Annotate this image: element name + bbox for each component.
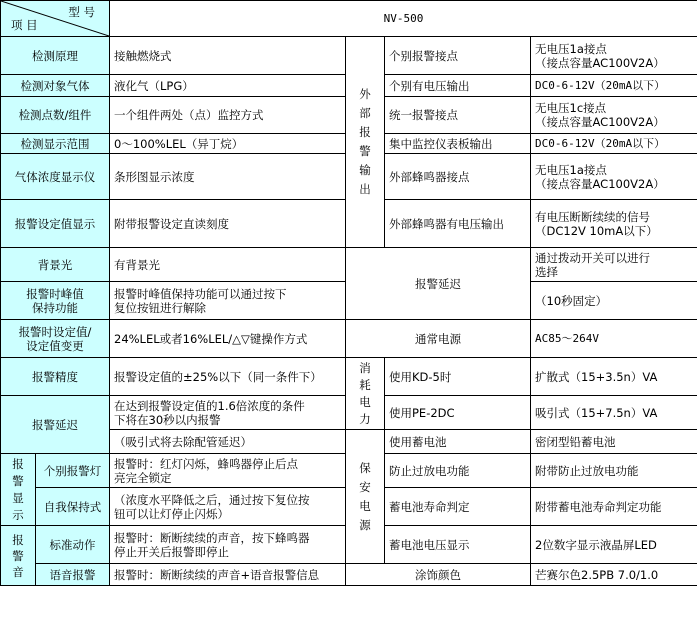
individual-voltage-label: 个别有电压输出	[385, 75, 531, 97]
alarm-display-group-label: 报警显示	[12, 456, 24, 522]
buzzer-contact-value-2: （接点容量AC100V2A）	[535, 176, 665, 191]
alarm-setting-display-label: 报警设定值显示	[1, 200, 110, 248]
corner-bottom-label: 项 目	[11, 18, 38, 32]
corner-top-label: 型 号	[68, 5, 95, 19]
individual-contact-value	[531, 37, 697, 75]
standard-action-value-1: 报警时：断断续续的声音，按下蜂鸣器	[114, 530, 310, 545]
buzzer-voltage-value-2: （DC12V 10mA以下）	[535, 223, 658, 238]
setting-change-label-1: 报警时设定值/	[18, 324, 92, 339]
battery-life-label: 蓄电池寿命判定	[385, 488, 531, 526]
setting-change-label	[1, 320, 110, 358]
unified-contact-value-1: 无电压1c接点	[535, 101, 607, 115]
alarm-setting-display-value: 附带报警设定直读刻度	[110, 200, 346, 248]
self-hold-label: 自我保持式	[36, 488, 110, 526]
color-value: 芒赛尔色2.5PB 7.0/1.0	[531, 564, 697, 586]
setting-change-value: 24%LEL或者16%LEL/△▽键操作方式	[110, 320, 346, 358]
alarm-sound-group	[1, 526, 36, 586]
alarm-sound-group-label: 报警音	[12, 532, 24, 579]
concentration-label: 气体浓度显示仪	[1, 154, 110, 200]
individual-voltage-value: DC0-6-12V（20mA以下）	[531, 75, 697, 97]
pe2dc-label: 使用PE-2DC	[385, 396, 531, 430]
peak-hold-label	[1, 282, 110, 320]
color-label: 涂饰颜色	[346, 564, 531, 586]
individual-lamp-label: 个别报警灯	[36, 454, 110, 488]
left-alarm-delay-label: 报警延迟	[1, 396, 110, 454]
individual-contact-value-1: 无电压1a接点	[535, 41, 607, 56]
backup-group-label: 保安电源	[359, 460, 371, 532]
self-hold-value-2: 钮可以让灯停止闪烁）	[114, 506, 229, 521]
consumption-group-label: 消耗电力	[359, 360, 371, 426]
battery-value: 密闭型铅蓄电池	[531, 430, 697, 454]
buzzer-contact-value-1: 无电压1a接点	[535, 162, 607, 177]
right-alarm-delay-label: 报警延迟	[346, 248, 531, 320]
peak-hold-value-1: 报警时峰值保持功能可以通过按下	[114, 286, 287, 301]
individual-lamp-value-1: 报警时：红灯闪烁，蜂鸣器停止后点	[114, 456, 298, 471]
corner-header	[1, 1, 110, 37]
left-alarm-delay-note: （吸引式将去除配管延迟）	[110, 430, 346, 454]
self-hold-value	[110, 488, 346, 526]
left-alarm-delay-value-2: 下将在30秒以内报警	[114, 412, 221, 427]
standard-action-value-2: 停止开关后报警即停止	[114, 544, 229, 559]
pe2dc-value: 吸引式（15+7.5n）VA	[531, 396, 697, 430]
over-discharge-value: 附带防止过放电功能	[531, 454, 697, 488]
model-name: NV-500	[110, 1, 697, 37]
buzzer-contact-label: 外部蜂鸣器接点	[385, 154, 531, 200]
peak-hold-label-2: 保持功能	[32, 300, 78, 315]
kd5-label: 使用KD-5时	[385, 358, 531, 396]
accuracy-value: 报警设定值的±25%以下（同一条件下）	[110, 358, 346, 396]
right-alarm-delay-value-1: 通过拨动开关可以进行	[535, 250, 650, 265]
range-label: 检测显示范围	[1, 134, 110, 154]
individual-contact-value-2: （接点容量AC100V2A）	[535, 55, 665, 70]
points-label: 检测点数/组件	[1, 97, 110, 134]
detect-principle-label: 检测原理	[1, 37, 110, 75]
external-output-group-label: 外部报警输出	[359, 87, 371, 196]
left-alarm-delay-value	[110, 396, 346, 430]
individual-contact-label: 个别报警接点	[385, 37, 531, 75]
battery-life-value: 附带蓄电池寿命判定功能	[531, 488, 697, 526]
right-alarm-delay-value-top	[531, 248, 697, 282]
battery-label: 使用蓄电池	[385, 430, 531, 454]
battery-display-value: 2位数字显示液晶屏LED	[531, 526, 697, 564]
over-discharge-label: 防止过放电功能	[385, 454, 531, 488]
buzzer-voltage-value-1: 有电压断断续续的信号	[535, 209, 650, 224]
kd5-value: 扩散式（15+3.5n）VA	[531, 358, 697, 396]
alarm-display-group	[1, 454, 36, 526]
self-hold-value-1: （浓度水平降低之后，通过按下复位按	[114, 492, 310, 507]
individual-lamp-value-2: 亮完全锁定	[114, 470, 172, 485]
target-gas-label: 检测对象气体	[1, 75, 110, 97]
central-output-label: 集中监控仪表板输出	[385, 134, 531, 154]
range-value: 0～100%LEL（异丁烷）	[110, 134, 346, 154]
peak-hold-label-1: 报警时峰值	[26, 286, 84, 301]
battery-display-label: 蓄电池电压显示	[385, 526, 531, 564]
left-alarm-delay-value-1: 在达到报警设定值的1.6倍浓度的条件	[114, 398, 305, 413]
consumption-group	[346, 358, 385, 430]
individual-lamp-value	[110, 454, 346, 488]
backup-group	[346, 430, 385, 564]
concentration-value: 条形图显示浓度	[110, 154, 346, 200]
voice-alarm-label: 语音报警	[36, 564, 110, 586]
points-value: 一个组件两处（点）监控方式	[110, 97, 346, 134]
standard-action-label: 标准动作	[36, 526, 110, 564]
unified-contact-label: 统一报警接点	[385, 97, 531, 134]
unified-contact-value	[531, 97, 697, 134]
power-value: AC85～264V	[531, 320, 697, 358]
backlight-label: 背景光	[1, 248, 110, 282]
accuracy-label: 报警精度	[1, 358, 110, 396]
voice-alarm-value: 报警时：断断续续的声音+语音报警信息	[110, 564, 346, 586]
peak-hold-value-2: 复位按钮进行解除	[114, 300, 206, 315]
buzzer-voltage-value	[531, 200, 697, 248]
power-label: 通常电源	[346, 320, 531, 358]
external-output-group	[346, 37, 385, 248]
target-gas-value: 液化气（LPG）	[110, 75, 346, 97]
buzzer-contact-value	[531, 154, 697, 200]
detect-principle-value: 接触燃烧式	[110, 37, 346, 75]
peak-hold-value	[110, 282, 346, 320]
standard-action-value	[110, 526, 346, 564]
unified-contact-value-2: （接点容量AC100V2A）	[535, 115, 665, 129]
central-output-value: DC0-6-12V（20mA以下）	[531, 134, 697, 154]
buzzer-voltage-label: 外部蜂鸣器有电压输出	[385, 200, 531, 248]
setting-change-label-2: 设定值变更	[26, 338, 84, 353]
right-alarm-delay-value-2: 选择	[535, 264, 558, 279]
right-alarm-delay-value-bottom: （10秒固定）	[531, 282, 697, 320]
backlight-value: 有背景光	[110, 248, 346, 282]
